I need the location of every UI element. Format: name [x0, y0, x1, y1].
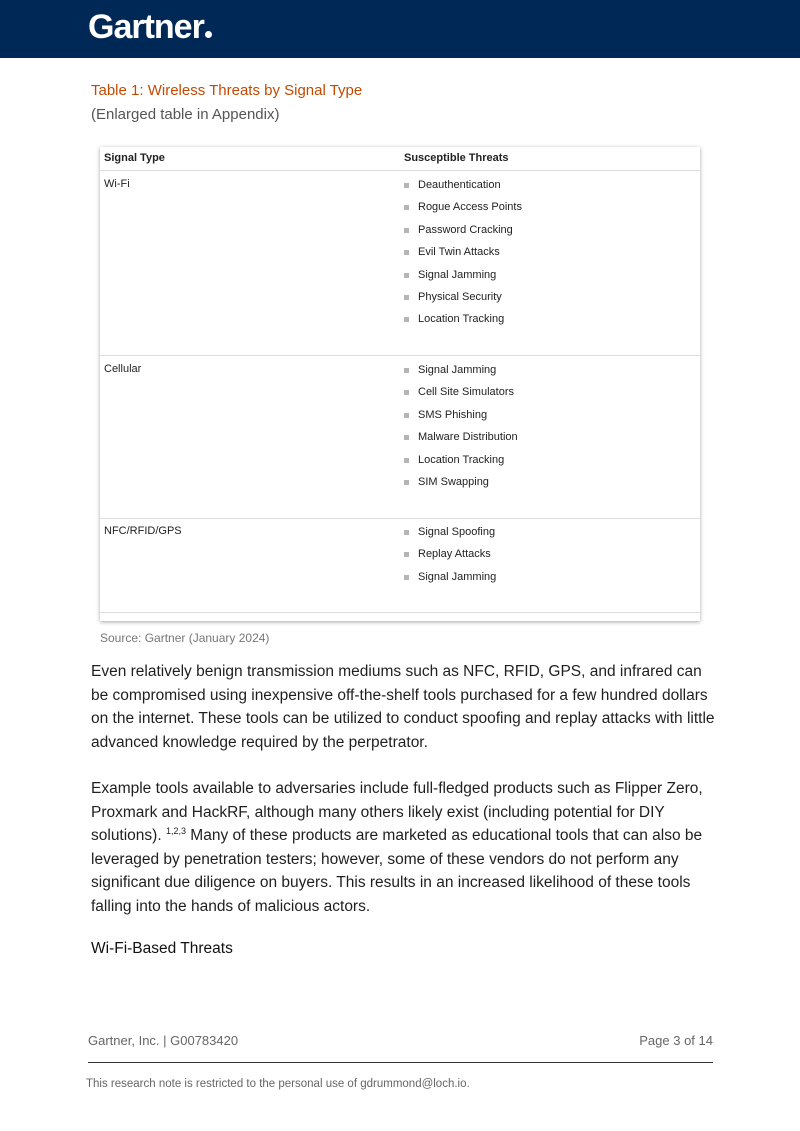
- bullet-square-icon: [404, 273, 409, 278]
- threat-list: [404, 178, 522, 335]
- threats-table: [100, 147, 700, 621]
- page-header: [0, 0, 800, 58]
- threat-item: Replay Attacks: [404, 547, 496, 569]
- bullet-square-icon: [404, 205, 409, 210]
- row-divider: [100, 355, 700, 356]
- bullet-square-icon: [404, 530, 409, 535]
- bullet-square-icon: [404, 480, 409, 485]
- column-header-signal-type: Signal Type: [104, 152, 165, 164]
- section-heading: Wi-Fi-Based Threats: [91, 940, 233, 957]
- bullet-square-icon: [404, 458, 409, 463]
- threat-item: Signal Jamming: [404, 268, 522, 290]
- bullet-square-icon: [404, 317, 409, 322]
- threat-item: Signal Spoofing: [404, 525, 496, 547]
- bullet-square-icon: [404, 413, 409, 418]
- row-divider: [100, 518, 700, 519]
- logo-dot: [205, 31, 212, 38]
- column-header-susceptible-threats: Susceptible Threats: [404, 152, 509, 164]
- threat-item: Evil Twin Attacks: [404, 245, 522, 267]
- gartner-logo: Gartner: [88, 8, 212, 47]
- threat-item: Password Cracking: [404, 223, 522, 245]
- threat-item: SIM Swapping: [404, 475, 518, 497]
- threat-item: Location Tracking: [404, 312, 522, 334]
- threat-list: [404, 525, 496, 592]
- bullet-square-icon: [404, 250, 409, 255]
- threat-item: SMS Phishing: [404, 408, 518, 430]
- paragraph-1: Even relatively benign transmission mediums such as NFC, RFID, GPS, and infrared can be compromised using inexpensive off-the-shelf tools purchased for a few hundred dollars on the internet. These tools can be utilized to conduct spoofing and replay attacks with little advanced knowledge required by the perpetrator.: [91, 663, 715, 751]
- footer-document-id: Gartner, Inc. | G00783420: [88, 1033, 239, 1048]
- bullet-square-icon: [404, 435, 409, 440]
- threat-item: Signal Jamming: [404, 363, 518, 385]
- signal-type-cell: Wi-Fi: [104, 178, 130, 190]
- table-bottom-divider: [100, 612, 700, 613]
- table-title: Table 1: Wireless Threats by Signal Type: [91, 82, 363, 99]
- footer-divider: [88, 1062, 713, 1063]
- paragraph-2: Example tools available to adversaries include full-fledged products such as Flipper Zero, Proxmark and HackRF, although many others likely exist (including potential for DIY solutions). $^{1,2,3}$ Many of these products are marketed as educational tools that can also be leveraged by penetration testers; however, some of these vendors do not perform any significant due diligence on buyers. This results in an increased likelihood of these tools falling into the hands of malicious actors.: [91, 780, 703, 915]
- bullet-square-icon: [404, 552, 409, 557]
- threat-item: Rogue Access Points: [404, 200, 522, 222]
- threat-item: Cell Site Simulators: [404, 385, 518, 407]
- bullet-square-icon: [404, 390, 409, 395]
- usage-notice: This research note is restricted to the personal use of gdrummond@loch.io.: [86, 1078, 470, 1090]
- reference-superscript[interactable]: 1,2,3: [165, 826, 186, 836]
- threat-item: Location Tracking: [404, 453, 518, 475]
- bullet-square-icon: [404, 575, 409, 580]
- signal-type-cell: NFC/RFID/GPS: [104, 525, 182, 537]
- threat-item: Signal Jamming: [404, 570, 496, 592]
- threat-item: Malware Distribution: [404, 430, 518, 452]
- header-divider: [100, 170, 700, 171]
- threat-list: [404, 363, 518, 497]
- footer-page-number: Page 3 of 14: [639, 1033, 713, 1048]
- bullet-square-icon: [404, 183, 409, 188]
- threat-item: Physical Security: [404, 290, 522, 312]
- threat-item: Deauthentication: [404, 178, 522, 200]
- table-subtitle: (Enlarged table in Appendix): [91, 106, 280, 123]
- bullet-square-icon: [404, 295, 409, 300]
- bullet-square-icon: [404, 228, 409, 233]
- signal-type-cell: Cellular: [104, 363, 142, 375]
- bullet-square-icon: [404, 368, 409, 373]
- table-source: Source: Gartner (January 2024): [100, 631, 270, 645]
